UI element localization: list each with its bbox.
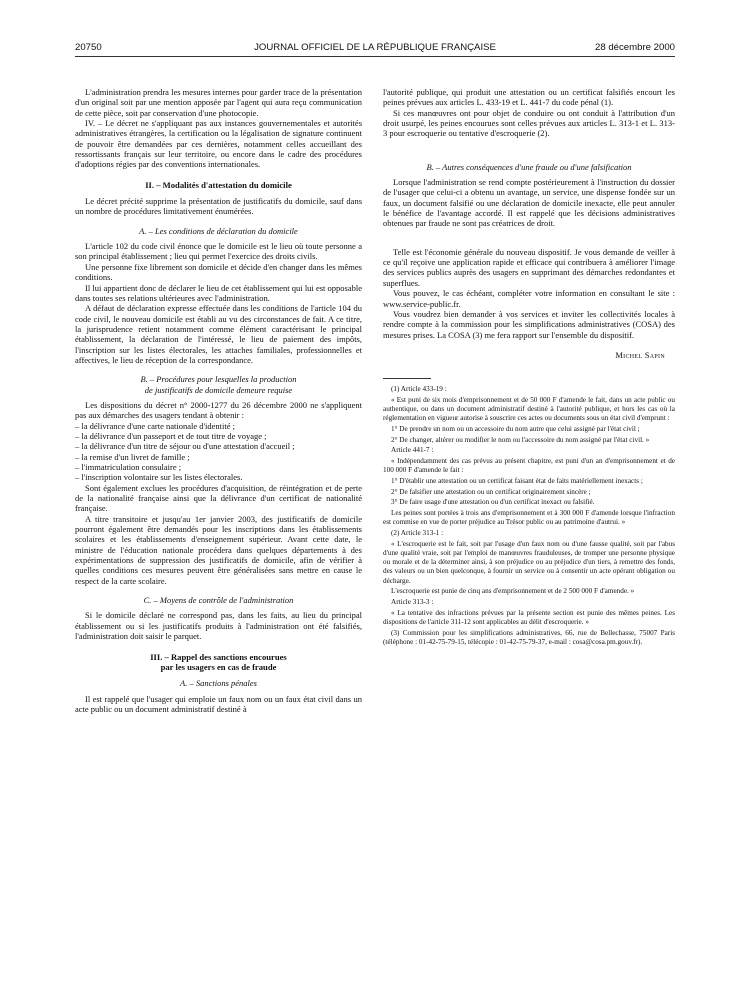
footnote-rule [383,378,431,379]
publication-date: 28 décembre 2000 [594,42,675,53]
paragraph: Lorsque l'administration se rend compte postérieurement à l'instruction du dossier de l'usager que celui-ci a obtenu un avantage, un service, une dispense fondée sur un faux, un document falsifié ou une déclaration de domicile inexacte, elle peut annuler le bénéfice de l'avantage accordé. Il est rappelé que les décisions administratives obtenues par fraude ne sont pas créatrices de droit. [383,177,675,229]
page-number: 20750 [75,42,102,53]
signature: Michel Sapin [615,349,665,360]
footnotes [383,385,675,647]
journal-title: JOURNAL OFFICIEL DE LA RÉPUBLIQUE FRANÇAISE [254,42,496,53]
list-item: – la remise d'un livret de famille ; [75,452,362,462]
footnote-text: « Est puni de six mois d'emprisonnement et de 50 000 F d'amende le fait, dans un acte public ou authentique, ou dans un document administratif destiné à l'autorité publique, et hors les cas où la réglementation en vigueur autorise à souscrire ces actes ou documents sous un état civil d'emprunt : [383,395,675,423]
section-heading-III: III. – Rappel des sanctions encourues par les usagers en cas de fraude [150,651,287,672]
footnote: (3) Commission pour les simplifications administratives, 66, rue de Bellechasse, 75007 Paris (téléphone : 01-42-75-79-15, télécopie : 01-42-75-79-37, e-mail : cosa@cosa.pm.gouv.fr). [383,628,675,646]
footnote-text: 1° D'établir une attestation ou un certificat faisant état de faits matériellement inexacts ; [391,477,643,486]
list-item: – l'inscription volontaire sur les listes électorales. [75,472,362,482]
paragraph: l'autorité publique, qui produit une attestation ou un certificat falsifiés encourt les peines prévues aux articles L. 433-19 et L. 441-7 du code pénal (1). [383,87,675,108]
paragraph: Sont également exclues les procédures d'acquisition, de réintégration et de perte de la nationalité française ainsi que la délivrance d'un certificat de nationalité française. [75,482,362,514]
footnote-text: L'escroquerie est punie de cinq ans d'emprisonnement et de 2 500 000 F d'amende. » [391,587,635,596]
paragraph: IV. – Le décret ne s'appliquant pas aux instances gouvernementales et autorités administratives étrangères, la certification ou la légalisation de signature continuent de pouvoir être demandées par ces dernières, notamment celles accueillant des ressortissants français sur leur territoire, ou encore dans le cadre des procédures d'adoptions régies par des conventions internationales. [75,118,362,170]
procedure-list [75,421,362,483]
list-item: – l'immatriculation consulaire ; [75,462,362,472]
footnote-text: Article 441-7 : [391,446,434,455]
list-item: – la délivrance d'une carte nationale d'identité ; [75,421,362,431]
paragraph: L'administration prendra les mesures internes pour garder trace de la présentation d'un original soit par une mention apposée par l'agent qui aura reçu communication de cette pièce, soit par conservation d'une photocopie. [75,87,362,118]
footnote-text: 1° De prendre un nom ou un accessoire du nom autre que celui assigné par l'état civil ; [391,425,640,434]
paragraph: Il est rappelé que l'usager qui emploie un faux nom ou un faux état civil dans un acte public ou un document administratif destiné à [75,693,362,714]
footnote-text: 3° De faire usage d'une attestation ou d'un certificat inexact ou falsifié. [391,498,595,507]
header-rule [75,56,675,57]
footnote: (1) Article 433-19 : [391,385,447,394]
footnote: (2) Article 313-1 : [391,529,444,538]
footnote-text: Article 313-3 : [391,597,434,606]
paragraph: Il lui appartient donc de déclarer le lieu de cet établissement qui lui est opposable dans toutes ses relations ultérieures avec l'administration. [75,282,362,303]
paragraph: Si le domicile déclaré ne correspond pas, dans les faits, au lieu du principal établissement ou si les justificatifs produits à l'administration ont été falsifiés, l'administration doit saisir le parquet. [75,610,362,642]
paragraph: A titre transitoire et jusqu'au 1er janvier 2003, des justificatifs de domicile pourront également être demandés pour les inscriptions dans les établissements scolaires et les établissements d'enseignement supérieur. Avant cette date, le ministre de l'éducation nationale procédera dans quelques départements à des expérimentations de suppression des justificatifs de domicile, afin de vérifier à quelles conditions ces mesures peuvent être généralisées sans mettre en cause le respect de la carte scolaire. [75,513,362,586]
footnote-text: « L'escroquerie est le fait, soit par l'usage d'un faux nom ou d'une fausse qualité, soit par l'abus d'une qualité vraie, soit par l'emploi de manœuvres frauduleuses, de tromper une personne physique ou morale et de la déterminer ainsi, à son préjudice ou au préjudice d'un tiers, à remettre des fonds, des valeurs ou un bien quelconque, à fournir un service ou à consentir un acte opérant obligation ou décharge. [383,539,675,585]
section-heading-II: II. – Modalités d'attestation du domicile [145,179,292,190]
paragraph: Les dispositions du décret n° 2000-1277 du 26 décembre 2000 ne s'appliquent pas aux démarches des usagers tendant à obtenir : [75,399,362,421]
list-item: – la délivrance d'un passeport et de tout titre de voyage ; [75,431,362,441]
paragraph: L'article 102 du code civil énonce que le domicile est le lieu où toute personne a son principal établissement ; lieu qui permet l'exercice des droits civils. [75,241,362,262]
footnote-text: 2° De falsifier une attestation ou un certificat originairement sincère ; [391,487,591,496]
subsection-heading-C: C. – Moyens de contrôle de l'administration [143,595,294,606]
right-column [383,87,675,649]
subsection-heading-B-right: B. – Autres conséquences d'une fraude ou d'une falsification [426,161,632,172]
list-item: – la délivrance d'un titre de séjour ou d'une attestation d'accueil ; [75,441,362,451]
footnote-text: « Indépendamment des cas prévus au présent chapitre, est puni d'un an d'emprisonnement et de 100 000 F d'amende le fait : [383,457,675,475]
subsection-heading-A: A. – Les conditions de déclaration du domicile [139,225,298,236]
paragraph: Vous voudrez bien demander à vos services et inviter les collectivités locales à rendre compte à la commission pour les simplifications administratives (COSA) des mesures prises. La COSA (3) me fera rapport sur l'ensemble du dispositif. [383,308,675,340]
left-column [75,87,362,714]
footnote-text: 2° De changer, altérer ou modifier le nom ou l'accessoire du nom assigné par l'état civil. » [391,435,650,444]
footnote-text: Les peines sont portées à trois ans d'emprisonnement et à 300 000 F d'amende lorsque l'infraction est commise en vue de porter préjudice au Trésor public ou au patrimoine d'autrui. » [383,509,675,527]
footnote-text: « La tentative des infractions prévues par la présente section est punie des mêmes peines. Les dispositions de l'article 311-12 sont applicables au délit d'escroquerie. » [383,608,675,626]
paragraph: Le décret précité supprime la présentation de justificatifs du domicile, sauf dans un nombre de procédures limitativement énumérées. [75,196,362,217]
subsection-heading-B: B. – Procédures pour lesquelles la production de justificatifs de domicile demeure requise [140,374,297,395]
paragraph: Si ces manœuvres ont pour objet de conduire ou ont conduit à l'attribution d'un droit usurpé, les peines encourues sont celles prévues aux articles L. 313-1 et L. 313-3 pour escroquerie ou tentative d'escroquerie (2). [383,107,675,139]
paragraph: A défaut de déclaration expresse effectuée dans les conditions de l'article 104 du code civil, le nouveau domicile est établi au vu des circonstances de fait. A ce titre, la jurisprudence retient notamment comme élément caractérisant le principal établissement, la déclaration de l'intéressé, le lieu de paiement des impôts, l'inscription sur les listes électorales, les attaches familiales, professionnelles et affectives, le lieu de réception de la correspondance. [75,303,362,365]
paragraph: Vous pouvez, le cas échéant, compléter votre information en consultant le site : www.service-public.fr. [383,288,675,309]
paragraph: Une personne fixe librement son domicile et décide d'en changer dans les mêmes conditions. [75,261,362,283]
subsection-heading-sanctions: A. – Sanctions pénales [180,678,257,689]
page-header [75,42,675,56]
paragraph: Telle est l'économie générale du nouveau dispositif. Je vous demande de veiller à ce qu'il reçoive une application rapide et efficace qui contribuera à améliorer l'image des services publics auprès des usagers en supprimant des démarches redondantes et superflues. [383,246,675,288]
